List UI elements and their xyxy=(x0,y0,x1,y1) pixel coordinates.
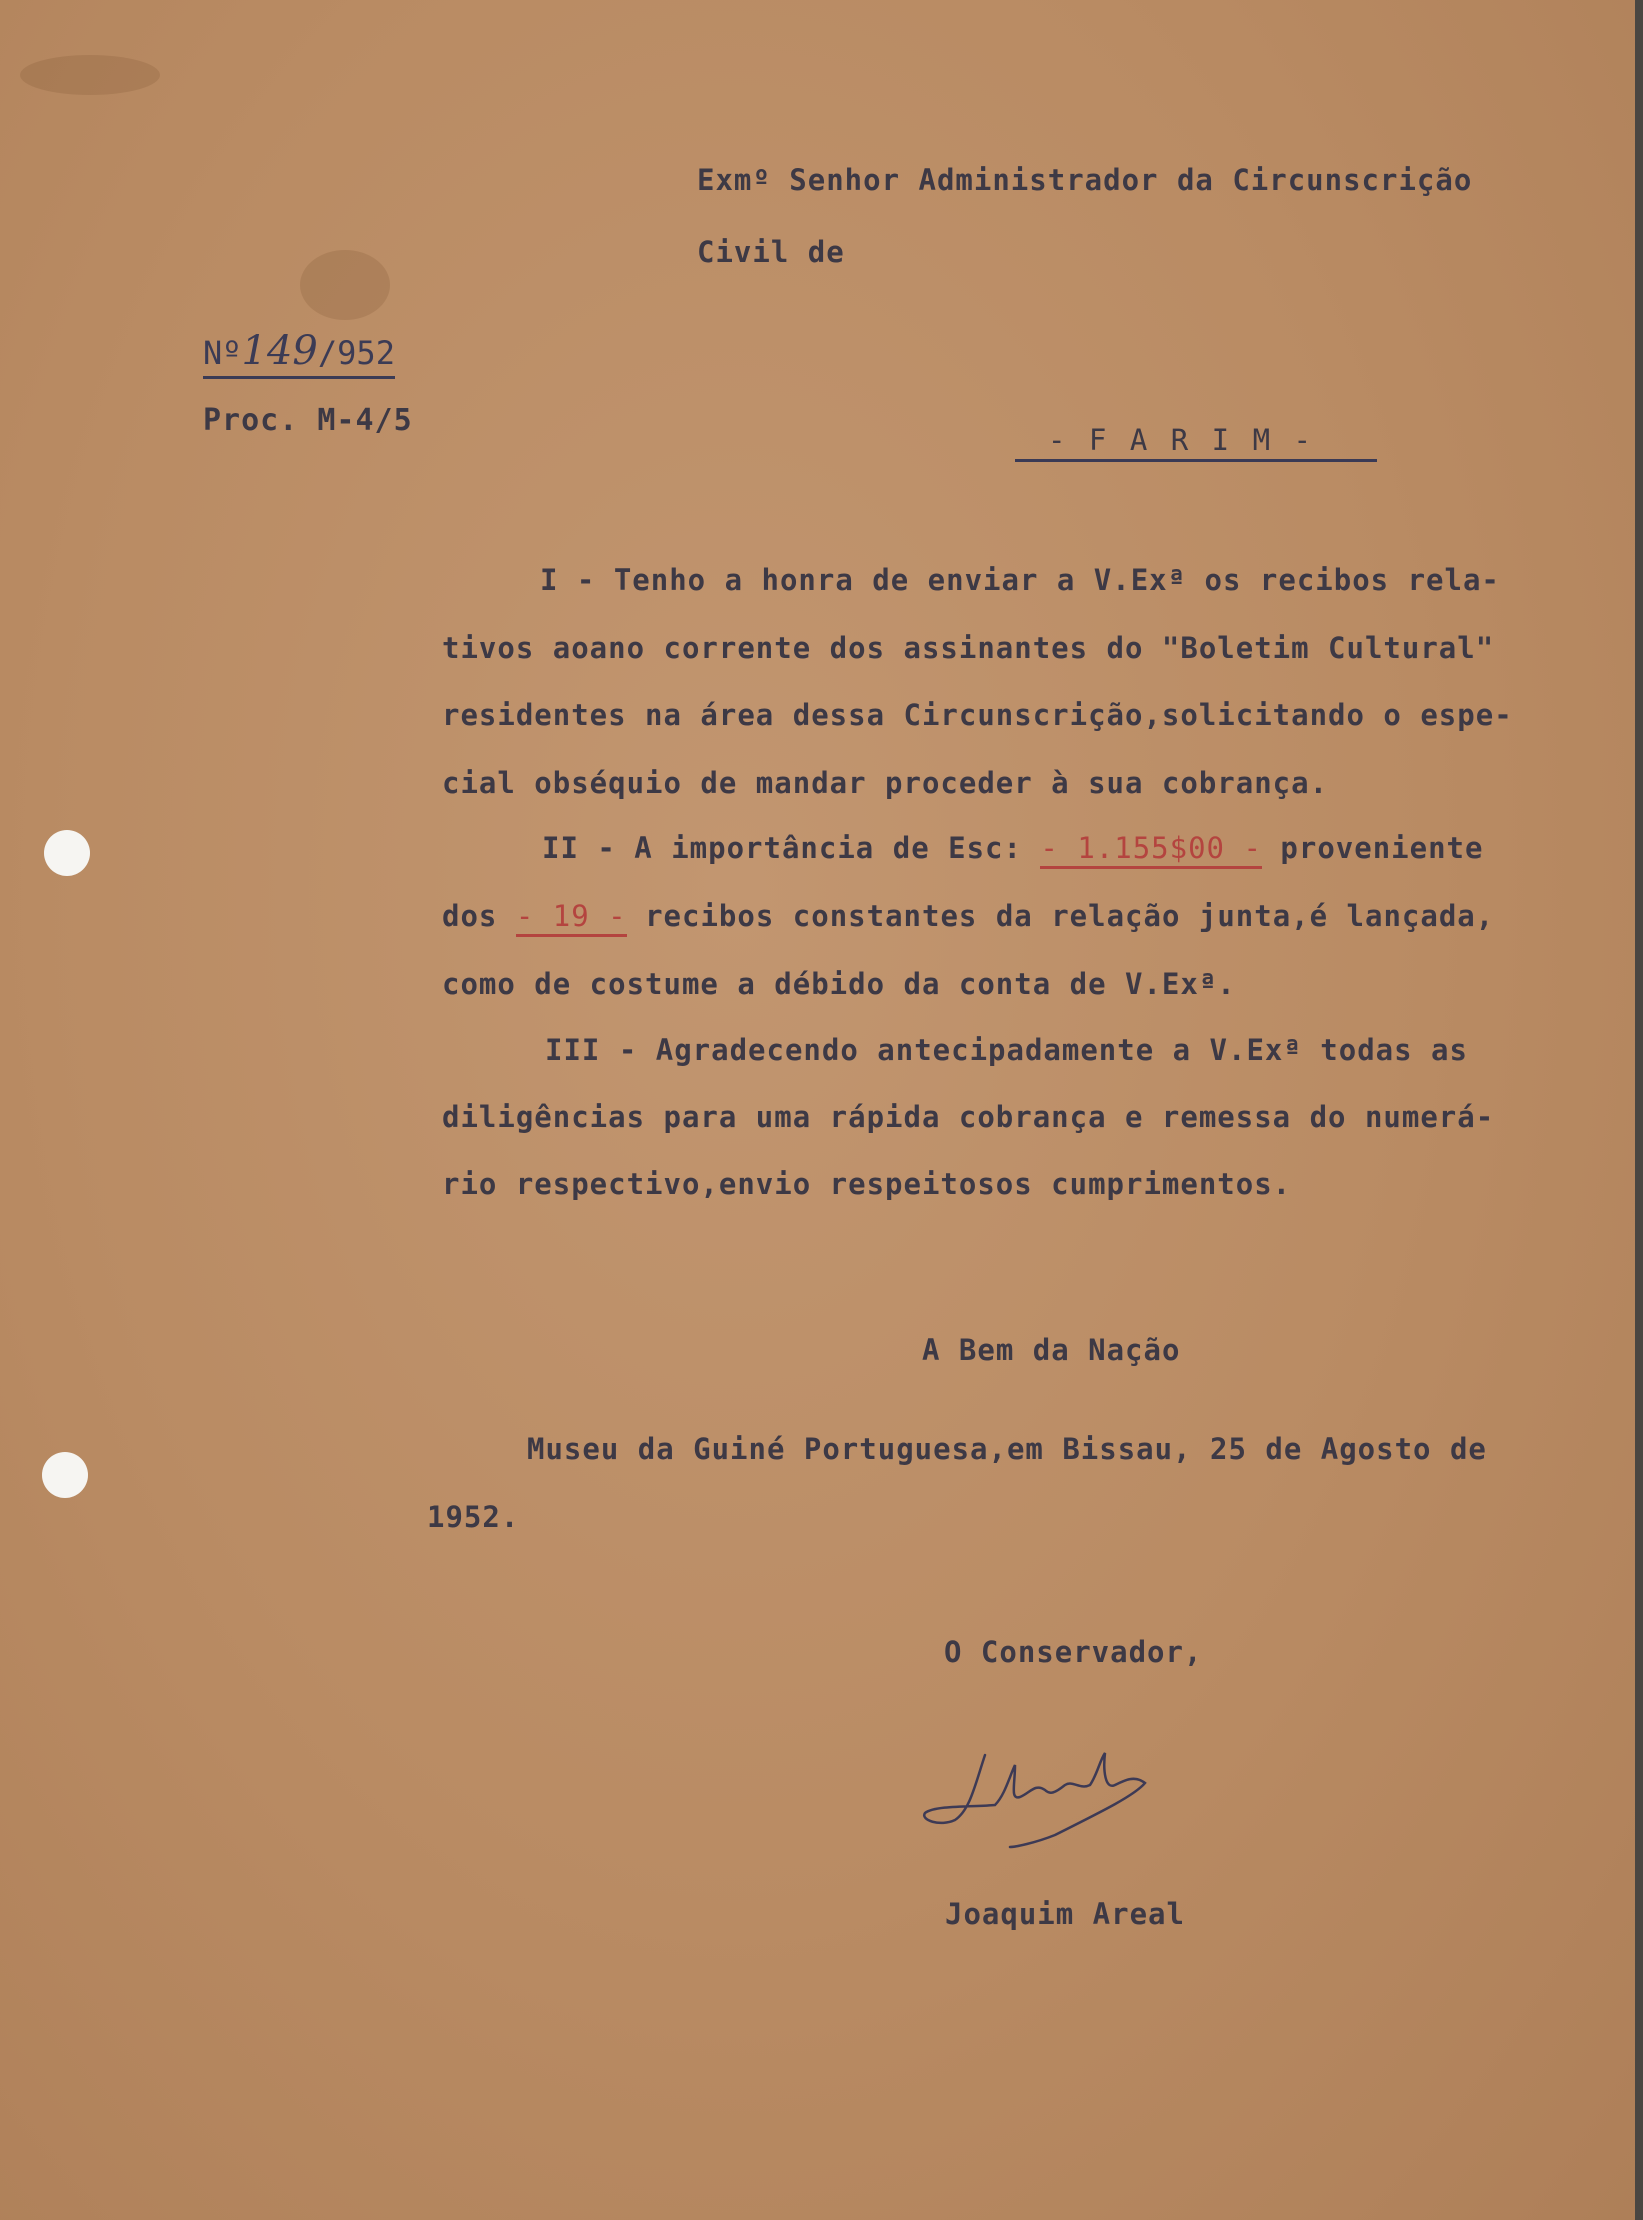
handwritten-signature xyxy=(915,1735,1195,1855)
paragraph-2-line-2 xyxy=(442,899,1494,933)
punch-hole-top xyxy=(44,830,90,876)
paragraph-3-line-2: diligências para uma rápida cobrança e remessa do numerá- xyxy=(442,1100,1495,1134)
paragraph-2-line-1 xyxy=(542,831,1483,865)
reference-number-prefix: Nº xyxy=(203,334,242,372)
punch-hole-bottom xyxy=(42,1452,88,1498)
paragraph-2-line-1-end: proveniente xyxy=(1280,831,1484,865)
paragraph-2-line-2-end: recibos constantes da relação junta,é lançada, xyxy=(645,899,1495,933)
signatory-name: Joaquim Areal xyxy=(945,1897,1185,1931)
paragraph-1-line-3: residentes na área dessa Circunscrição,solicitando o espe- xyxy=(442,698,1513,732)
paragraph-3-line-1: III - Agradecendo antecipadamente a V.Exª todas as xyxy=(545,1033,1468,1067)
paragraph-3-line-3: rio respectivo,envio respeitosos cumprimentos. xyxy=(442,1167,1292,1201)
addressee-line-2: Civil de xyxy=(697,235,845,269)
signatory-role: O Conservador, xyxy=(944,1635,1203,1669)
destination-underline xyxy=(1015,459,1377,462)
destination-title: - F A R I M - xyxy=(1048,423,1314,457)
page-edge xyxy=(1635,0,1643,2220)
salutation: A Bem da Nação xyxy=(922,1333,1181,1367)
amount-value: - 1.155$00 - xyxy=(1040,831,1262,869)
stain xyxy=(300,250,390,320)
reference-number-handwritten: 149 xyxy=(241,328,318,374)
paragraph-2-line-2-start: dos xyxy=(442,899,498,933)
paragraph-2-line-1-start: II - A importância de Esc: xyxy=(542,831,1022,865)
paragraph-1-line-4: cial obséquio de mandar proceder à sua cobrança. xyxy=(442,766,1329,800)
paragraph-1-line-2: tivos aoano corrente dos assinantes do "Boletim Cultural" xyxy=(442,631,1495,665)
receipt-count: - 19 - xyxy=(516,899,627,937)
place-date-line-1: Museu da Guiné Portuguesa,em Bissau, 25 de Agosto de xyxy=(527,1432,1487,1466)
paragraph-1-line-1: I - Tenho a honra de enviar a V.Exª os recibos rela- xyxy=(540,563,1500,597)
reference-number xyxy=(203,328,395,379)
process-reference: Proc. M-4/5 xyxy=(203,403,413,438)
addressee-line-1: Exmº Senhor Administrador da Circunscrição xyxy=(697,163,1473,197)
place-date-line-2: 1952. xyxy=(427,1500,520,1534)
reference-number-year: /952 xyxy=(317,334,395,372)
paragraph-2-line-3: como de costume a débido da conta de V.Exª. xyxy=(442,967,1236,1001)
stain xyxy=(20,55,160,95)
